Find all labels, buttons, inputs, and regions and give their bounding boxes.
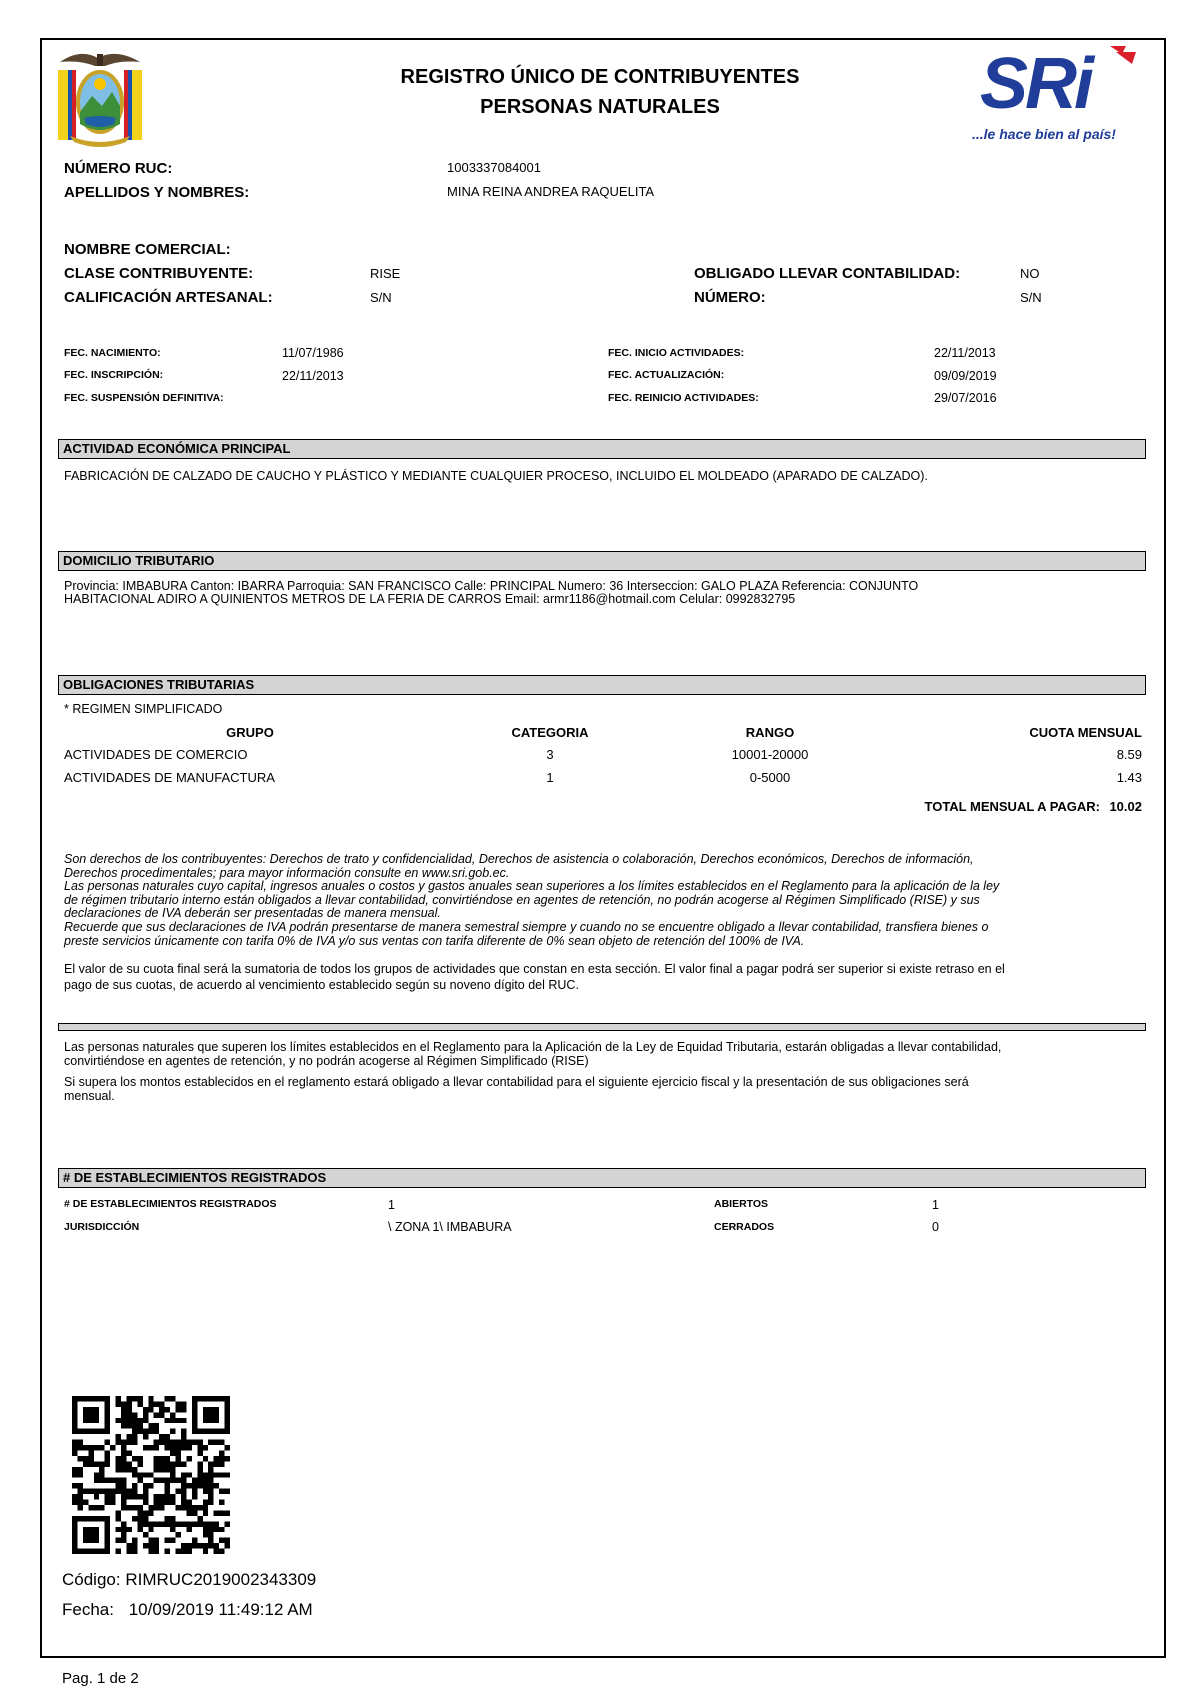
table-row-1-rango: 10001-20000 xyxy=(731,747,809,762)
page-number: Pag. 1 de 2 xyxy=(62,1670,139,1687)
number-label: NÚMERO: xyxy=(694,289,766,306)
accounting-value: NO xyxy=(1020,266,1040,281)
inscription-value: 22/11/2013 xyxy=(282,369,344,383)
names-value: MINA REINA ANDREA RAQUELITA xyxy=(447,184,655,199)
artisan-label: CALIFICACIÓN ARTESANAL: xyxy=(64,289,273,306)
notice-line2: convirtiéndose en agentes de retención, y no podrán acogerse al Régimen Simplificado (RISE) xyxy=(64,1054,589,1068)
rights-line: de régimen tributario interno están obligados a llevar contabilidad, convirtiéndose en agentes de retención, no podrán acogerse al Régimen Simplificado (RISE) y sus xyxy=(64,892,980,907)
address-line2: HABITACIONAL ADIRO A QUINIENTOS METROS DE LA FERIA DE CARROS Email: armr1186@hotmail.com Celular: 0992832795 xyxy=(64,592,796,606)
rights-line: declaraciones de IVA deberán ser presentadas de manera mensual. xyxy=(64,906,441,921)
col-categoria: CATEGORIA xyxy=(511,725,589,740)
trade-name-label: NOMBRE COMERCIAL: xyxy=(64,241,231,258)
rights-line: Derechos procedimentales; para mayor información consulte en www.sri.gob.ec. xyxy=(64,865,510,880)
notice-line4: mensual. xyxy=(64,1089,115,1103)
table-row-2-cuota: 1.43 xyxy=(1116,770,1142,785)
table-row-2-grupo: ACTIVIDADES DE MANUFACTURA xyxy=(64,770,275,785)
sri-logo-text: SRi xyxy=(980,44,1092,124)
names-label: APELLIDOS Y NOMBRES: xyxy=(64,184,250,201)
class-value: RISE xyxy=(370,266,401,281)
date-value: 10/09/2019 11:49:12 AM xyxy=(128,1600,313,1619)
notice-line3: Si supera los montos establecidos en el reglamento estará obligado a llevar contabilidad para el siguiente ejercicio fiscal y la presentación de sus obligaciones será xyxy=(64,1075,969,1089)
class-label: CLASE CONTRIBUYENTE: xyxy=(64,265,254,282)
update-value: 09/09/2019 xyxy=(934,369,997,383)
col-grupo: GRUPO xyxy=(226,725,274,740)
sri-slogan: ...le hace bien al país! xyxy=(972,126,1116,142)
total-value: 10.02 xyxy=(1109,799,1142,814)
rights-line: Recuerde que sus declaraciones de IVA podrán presentarse de manera semestral siempre y cuando no se encuentre obligado a llevar contabilidad, transfiera bienes o xyxy=(64,919,989,934)
table-row-1-cuota: 8.59 xyxy=(1116,747,1142,762)
start-label: FEC. INICIO ACTIVIDADES: xyxy=(608,347,745,359)
inscription-label: FEC. INSCRIPCIÓN: xyxy=(64,369,164,381)
col-rango: RANGO xyxy=(745,725,795,740)
notice-line1: Las personas naturales que superen los límites establecidos en el Reglamento para la Aplicación de la Ley de Equidad Tributaria, estarán obligadas a llevar contabilidad, xyxy=(64,1040,1002,1054)
activity-text: FABRICACIÓN DE CALZADO DE CAUCHO Y PLÁSTICO Y MEDIANTE CUALQUIER PROCESO, INCLUIDO EL MOLDEADO (APARADO DE CALZADO). xyxy=(64,469,928,483)
address-line1: Provincia: IMBABURA Canton: IBARRA Parroquia: SAN FRANCISCO Calle: PRINCIPAL Numero: 36 Interseccion: GALO PLAZA Referencia: CONJUNTO xyxy=(64,579,919,593)
est-count-label: # DE ESTABLECIMIENTOS REGISTRADOS xyxy=(64,1198,277,1210)
jurisdiction-label: JURISDICCIÓN xyxy=(64,1221,140,1233)
rights-line: preste servicios únicamente con tarifa 0% de IVA y/o sus ventas con tarifa diferente de 0% sean objeto de retención del 100% de IVA. xyxy=(64,933,805,948)
table-row-2-rango: 0-5000 xyxy=(749,770,791,785)
ruc-label: NÚMERO RUC: xyxy=(64,160,173,177)
table-row-1-categoria: 3 xyxy=(546,747,554,762)
total-label: TOTAL MENSUAL A PAGAR: xyxy=(924,799,1100,814)
value-note-line1: El valor de su cuota final será la sumatoria de todos los grupos de actividades que constan en esta sección. El valor final a pagar podrá ser superior si existe retraso en el xyxy=(64,962,1005,976)
address-heading: DOMICILIO TRIBUTARIO xyxy=(58,551,1146,571)
jurisdiction-value: \ ZONA 1\ IMBABURA xyxy=(388,1220,512,1234)
document-title-line2: PERSONAS NATURALES xyxy=(480,96,720,118)
birth-label: FEC. NACIMIENTO: xyxy=(64,347,161,359)
ecuador-coat-of-arms-icon xyxy=(50,44,150,148)
table-row-2-categoria: 1 xyxy=(546,770,554,785)
birth-value: 11/07/1986 xyxy=(282,346,344,360)
rights-line: Las personas naturales cuyo capital, ingresos anuales o costos y gastos anuales sean superiores a los límites establecidos en el Reglamento para la aplicación de la ley xyxy=(64,879,1000,894)
suspension-label: FEC. SUSPENSIÓN DEFINITIVA: xyxy=(64,392,224,404)
regime-text: * REGIMEN SIMPLIFICADO xyxy=(64,702,223,716)
number-value: S/N xyxy=(1020,290,1042,305)
est-count-value: 1 xyxy=(388,1198,395,1212)
start-value: 22/11/2013 xyxy=(934,346,996,360)
accounting-label: OBLIGADO LLEVAR CONTABILIDAD: xyxy=(694,265,961,282)
document-title-line1: REGISTRO ÚNICO DE CONTRIBUYENTES xyxy=(400,66,800,88)
artisan-value: S/N xyxy=(370,290,392,305)
code-label: Código: xyxy=(62,1570,121,1589)
est-closed-value: 0 xyxy=(932,1220,939,1234)
activity-heading: ACTIVIDAD ECONÓMICA PRINCIPAL xyxy=(58,439,1146,459)
code-row xyxy=(62,1570,316,1590)
update-label: FEC. ACTUALIZACIÓN: xyxy=(608,369,725,381)
value-note-line2: pago de sus cuotas, de acuerdo al vencimiento establecido según su noveno dígito del RUC. xyxy=(64,978,579,992)
est-closed-label: CERRADOS xyxy=(714,1221,775,1233)
date-label: Fecha: xyxy=(62,1600,114,1619)
qr-code xyxy=(72,1396,230,1554)
code-value: RIMRUC2019002343309 xyxy=(125,1570,317,1589)
ruc-value: 1003337084001 xyxy=(447,160,541,175)
date-row xyxy=(62,1600,313,1620)
sri-logo xyxy=(966,44,1146,148)
restart-label: FEC. REINICIO ACTIVIDADES: xyxy=(608,392,759,404)
restart-value: 29/07/2016 xyxy=(934,391,997,405)
rights-line: Son derechos de los contribuyentes: Derechos de trato y confidencialidad, Derechos de asistencia o colaboración, Derechos económicos, Derechos de información, xyxy=(64,852,974,866)
est-open-value: 1 xyxy=(932,1198,939,1212)
col-cuota: CUOTA MENSUAL xyxy=(1029,725,1142,740)
notice-divider xyxy=(58,1023,1146,1031)
table-row-1-grupo: ACTIVIDADES DE COMERCIO xyxy=(64,747,248,762)
obligations-heading: OBLIGACIONES TRIBUTARIAS xyxy=(58,675,1146,695)
est-open-label: ABIERTOS xyxy=(714,1198,769,1210)
rights-block xyxy=(64,853,1148,948)
establishments-heading: # DE ESTABLECIMIENTOS REGISTRADOS xyxy=(58,1168,1146,1188)
